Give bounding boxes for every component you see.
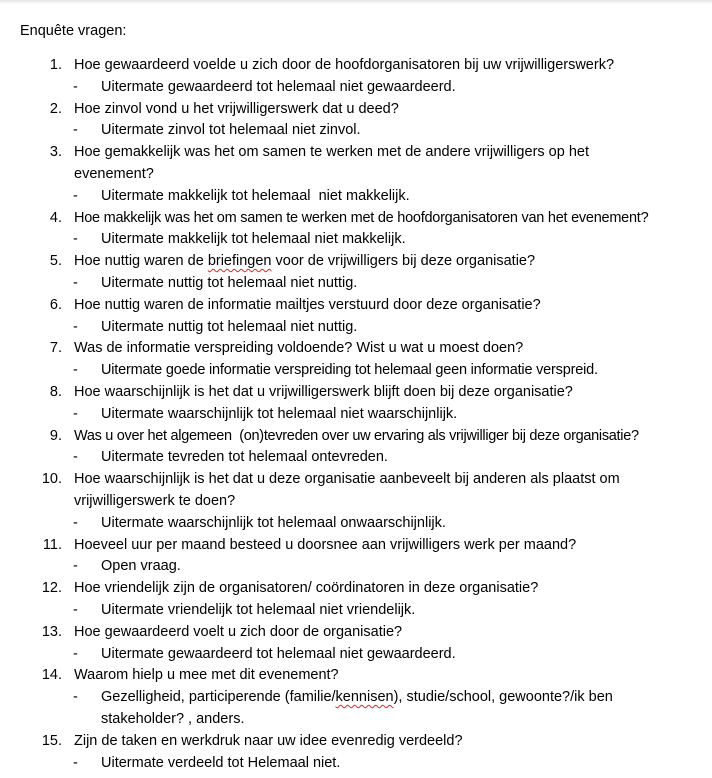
page-top-shadow <box>0 0 712 4</box>
answer-dash: - <box>73 514 78 531</box>
question-text <box>74 251 706 273</box>
question-item <box>0 251 712 295</box>
question-number: 11. <box>42 536 62 553</box>
question-item <box>0 426 712 470</box>
answer-dash: - <box>73 78 78 95</box>
question-item <box>0 535 712 579</box>
question-text: Hoe zinvol vond u het vrijwilligerswerk dat u deed? <box>74 100 399 117</box>
question-text: Was de informatie verspreiding voldoende? Wist u wat u moest doen? <box>74 340 524 357</box>
question-number: 1. <box>49 57 62 73</box>
question-text: Hoe gewaardeerd voelt u zich door de organisatie? <box>74 623 403 640</box>
answer-dash: - <box>73 449 78 466</box>
answer-dash: - <box>73 645 78 662</box>
answer-dash: - <box>73 274 78 291</box>
answer-text: Uitermate nuttig tot helemaal niet nuttig. <box>101 274 358 291</box>
question-item <box>0 731 712 775</box>
question-number: 8. <box>49 383 62 400</box>
question-number: 10. <box>41 471 62 488</box>
question-item <box>0 338 712 382</box>
answer-dash: - <box>73 405 78 422</box>
question-item <box>0 622 712 666</box>
answer-dash: - <box>73 362 78 379</box>
question-text: Hoe gemakkelijk was het om samen te werken met de andere vrijwilligers op het evenement? <box>74 144 589 182</box>
question-number: 3. <box>49 144 62 161</box>
answer-text <box>101 687 661 731</box>
survey-question-list <box>0 55 712 774</box>
answer-dash: - <box>73 318 78 335</box>
question-text: Hoe makkelijk was het om samen te werken met de hoofdorganisatoren van het evenement? <box>74 209 649 226</box>
question-number: 14. <box>41 667 62 684</box>
question-number: 15. <box>41 732 62 749</box>
question-number: 4. <box>49 209 62 226</box>
question-number: 13. <box>41 623 62 640</box>
question-item <box>0 469 712 534</box>
question-number: 12. <box>41 580 62 597</box>
question-text: Was u over het algemeen (on)tevreden over uw ervaring als vrijwilliger bij deze organisatie? <box>74 427 639 444</box>
answer-dash: - <box>73 231 78 248</box>
question-number: 2. <box>49 100 62 117</box>
answer-text: Open vraag. <box>101 558 181 575</box>
answer-text: Uitermate verdeeld tot Helemaal niet. <box>101 754 341 771</box>
answer-dash: - <box>73 187 78 204</box>
question-item <box>0 382 712 426</box>
answer-text-part: ), studie/school, gewoonte?/ik ben stakeholder? , anders. <box>101 689 613 727</box>
question-text: Hoe waarschijnlijk is het dat u deze organisatie aanbeveelt bij anderen als plaatst om vrijwilligerswerk te doen? <box>74 471 620 509</box>
answer-text-part: Gezelligheid, participerende (familie/ <box>101 689 336 706</box>
question-item <box>0 208 712 252</box>
answer-text: Uitermate nuttig tot helemaal niet nuttig. <box>101 318 358 335</box>
answer-text: Uitermate goede informatie verspreiding tot helemaal geen informatie verspreid. <box>101 362 598 379</box>
spellcheck-flagged-word[interactable]: kennisen <box>335 689 394 706</box>
answer-text: Uitermate gewaardeerd tot helemaal niet gewaardeerd. <box>101 78 456 95</box>
answer-text: Uitermate vriendelijk tot helemaal niet vriendelijk. <box>101 601 416 618</box>
question-item <box>0 99 712 143</box>
question-text: Hoe waarschijnlijk is het dat u vrijwilligerswerk blijft doen bij deze organisatie? <box>74 383 573 400</box>
question-number: 7. <box>49 340 62 357</box>
answer-dash: - <box>73 689 78 706</box>
question-item <box>0 578 712 622</box>
answer-text: Uitermate gewaardeerd tot helemaal niet gewaardeerd. <box>101 645 456 662</box>
answer-text: Uitermate waarschijnlijk tot helemaal niet waarschijnlijk. <box>101 405 458 422</box>
question-text: Hoeveel uur per maand besteed u doorsnee aan vrijwilligers werk per maand? <box>74 536 577 553</box>
answer-text: Uitermate tevreden tot helemaal ontevreden. <box>101 449 388 466</box>
question-item <box>0 55 712 99</box>
document-heading: Enquête vragen: <box>20 23 127 39</box>
answer-text: Uitermate zinvol tot helemaal niet zinvol. <box>101 122 361 139</box>
question-text: Hoe vriendelijk zijn de organisatoren/ coördinatoren in deze organisatie? <box>74 580 539 597</box>
answer-dash: - <box>73 601 78 618</box>
question-number: 5. <box>49 253 62 270</box>
answer-dash: - <box>73 122 78 139</box>
question-item <box>0 665 712 730</box>
answer-dash: - <box>73 558 78 575</box>
question-text-part: voor de vrijwilligers bij deze organisatie? <box>271 253 536 270</box>
question-number: 9. <box>49 427 62 444</box>
question-text: Hoe nuttig waren de informatie mailtjes verstuurd door deze organisatie? <box>74 296 541 313</box>
question-item <box>0 295 712 339</box>
spellcheck-flagged-word[interactable]: briefingen <box>207 253 272 270</box>
answer-text: Uitermate makkelijk tot helemaal niet makkelijk. <box>101 187 410 204</box>
question-text-part: Hoe nuttig waren de <box>74 253 208 270</box>
answer-text: Uitermate waarschijnlijk tot helemaal onwaarschijnlijk. <box>101 514 446 531</box>
question-item <box>0 142 712 207</box>
question-text: Zijn de taken en werkdruk naar uw idee evenredig verdeeld? <box>74 732 463 749</box>
answer-dash: - <box>73 754 78 771</box>
question-text: Hoe gewaardeerd voelde u zich door de hoofdorganisatoren bij uw vrijwilligerswerk? <box>74 57 615 73</box>
answer-text: Uitermate makkelijk tot helemaal niet makkelijk. <box>101 231 406 248</box>
question-text: Waarom hielp u mee met dit evenement? <box>74 667 339 684</box>
question-number: 6. <box>49 296 62 313</box>
